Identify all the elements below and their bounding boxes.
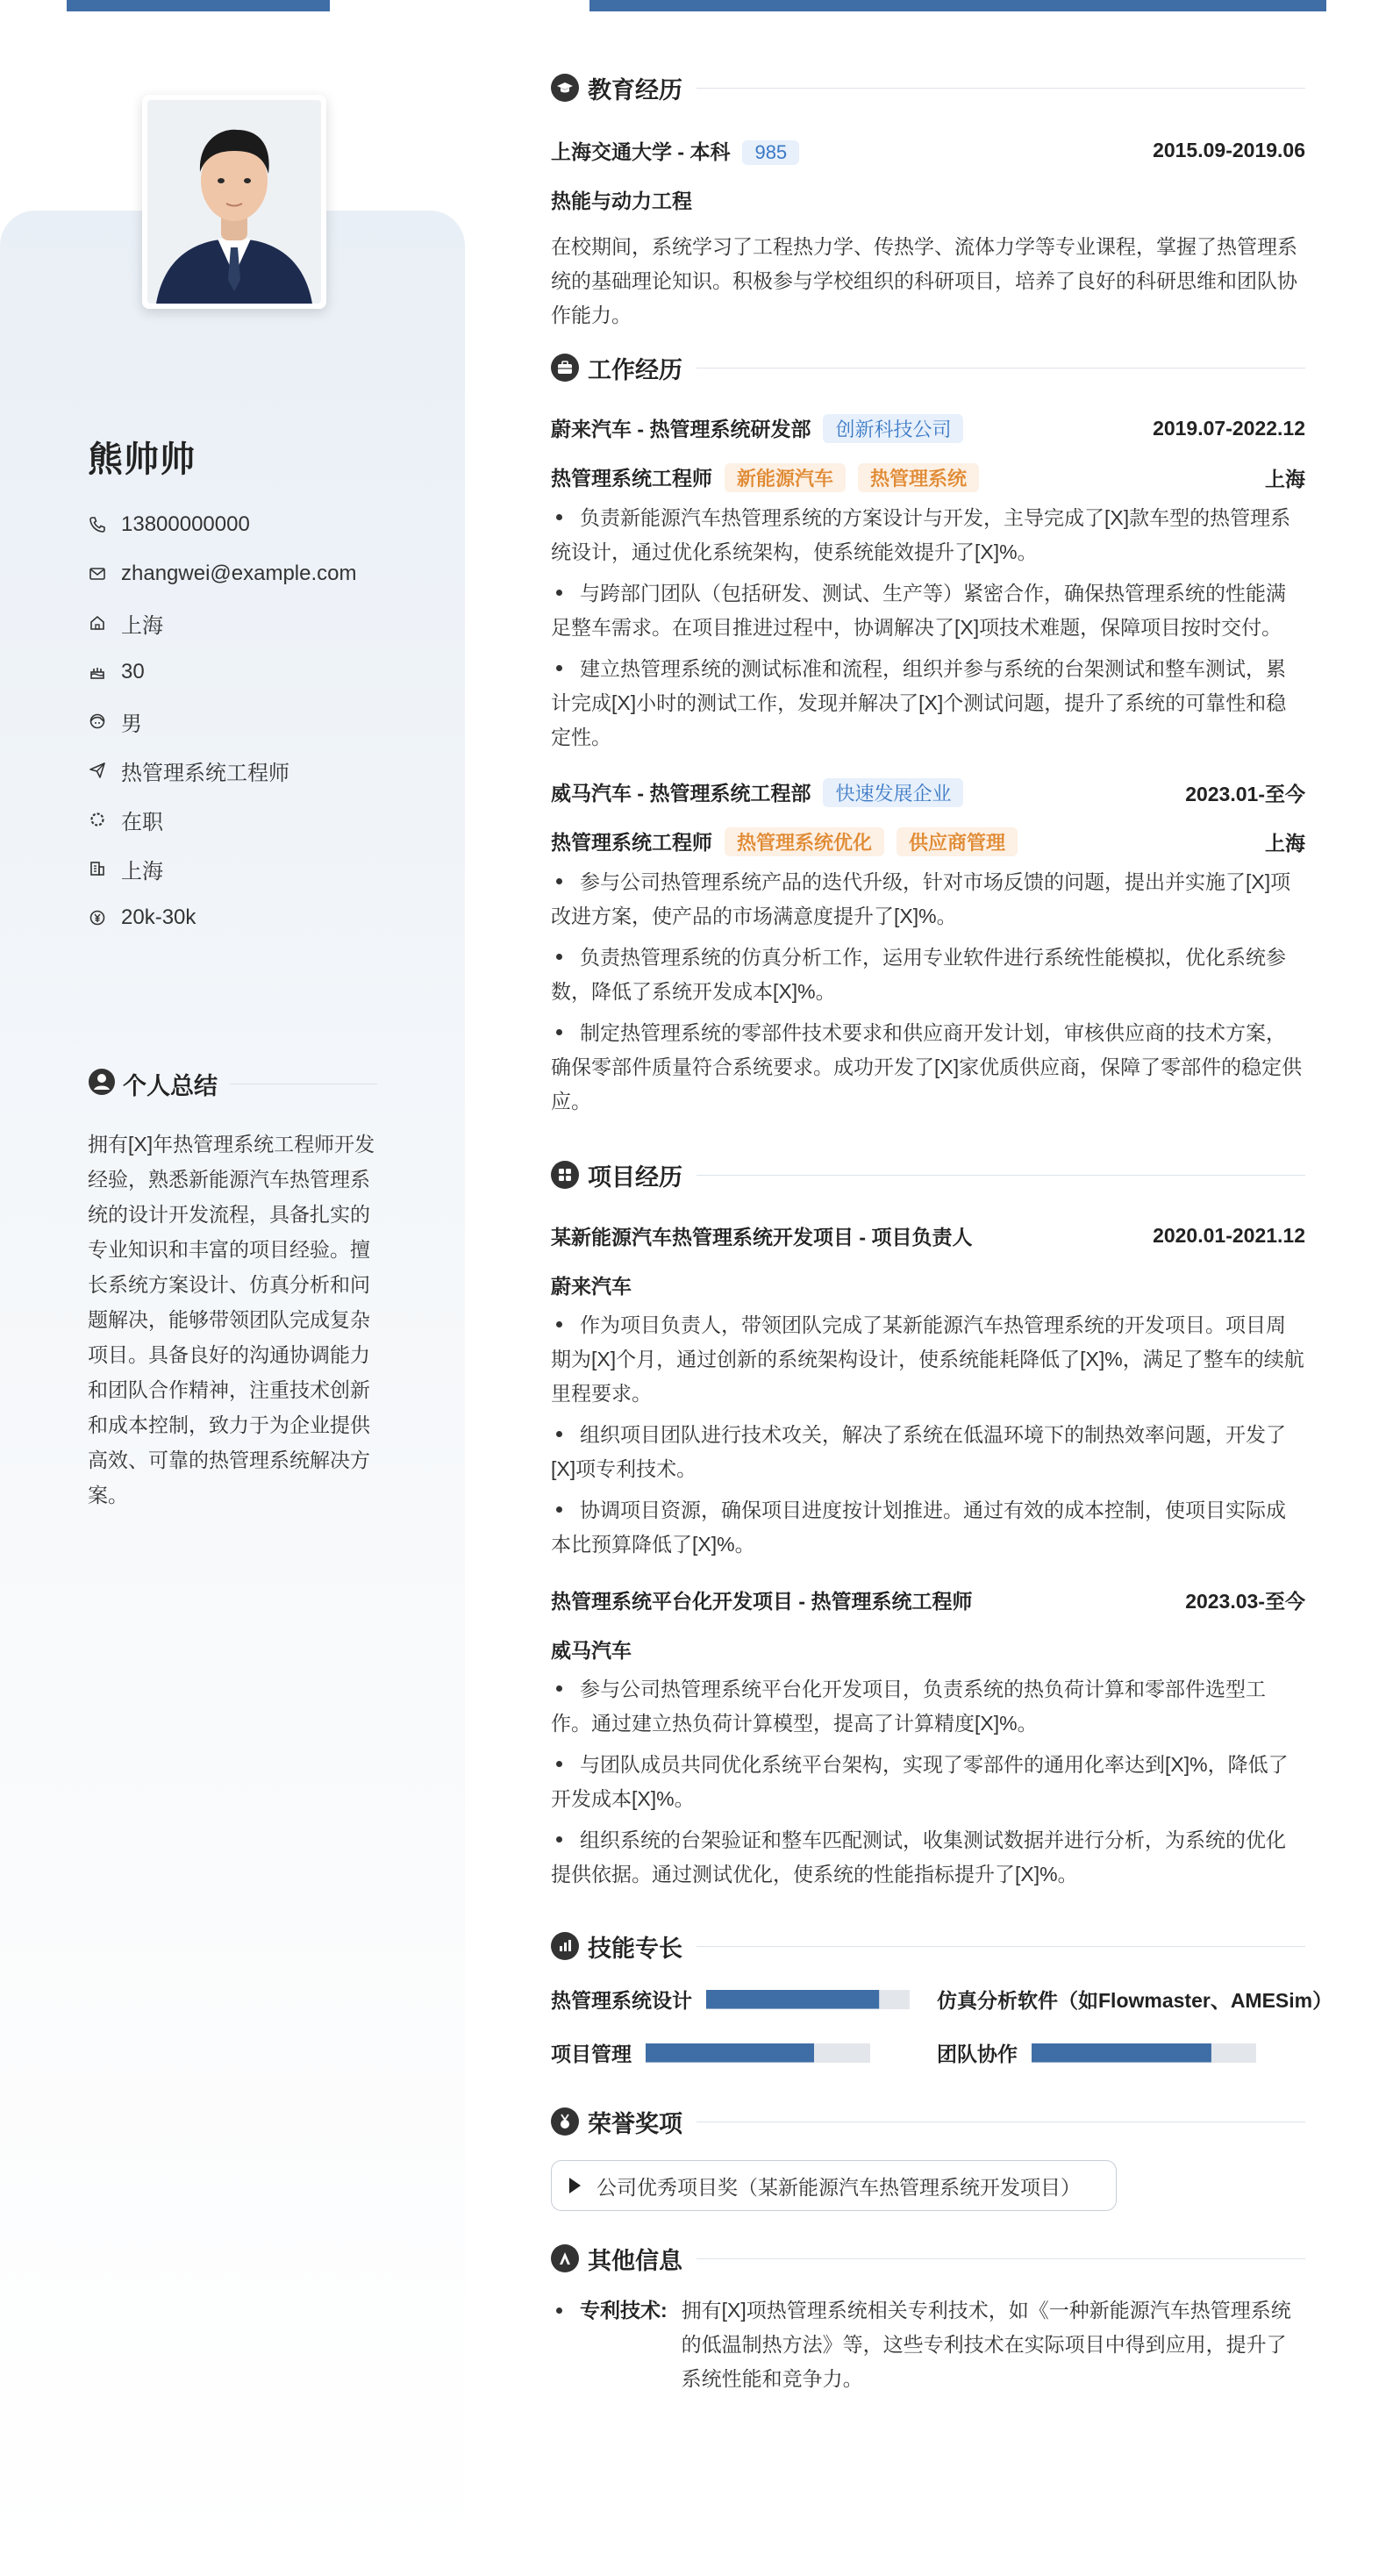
job-city: 上海 — [1265, 831, 1305, 855]
major-name: 热能与动力工程 — [551, 189, 692, 212]
other-key: 专利技术: — [580, 2299, 668, 2322]
summary-title: 个人总结 — [123, 1073, 218, 1099]
divider — [696, 1175, 1305, 1176]
project-date: 2023.03-至今 — [1185, 1589, 1305, 1613]
job-company-row — [551, 411, 1305, 445]
project-company-row — [551, 1268, 1305, 1301]
age-value: 30 — [121, 660, 145, 683]
gender-icon — [88, 712, 107, 731]
job-company: 蔚来汽车 - 热管理系统研发部 — [551, 418, 811, 440]
info-salary — [88, 893, 357, 942]
list-item: 制定热管理系统的零部件技术要求和供应商开发计划，审核供应商的技术方案，确保零部件质量符合系统要求。成功开发了[X]家优质供应商，保障了零部件的稳定供应。 — [551, 1021, 1303, 1113]
list-item: 负责新能源汽车热管理系统的方案设计与开发，主导完成了[X]款车型的热管理系统设计，通过优化系统架构，使系统能效提升了[X]%。 — [551, 506, 1291, 563]
top-accent-bar-right — [589, 0, 1326, 11]
skill-name: 团队协作 — [937, 2043, 1018, 2065]
project-company: 威马汽车 — [551, 1638, 632, 1662]
grid-icon — [551, 1161, 579, 1189]
job-tag: 供应商管理 — [897, 827, 1018, 856]
awards-section — [551, 2102, 1305, 2211]
list-item: 参与公司热管理系统平台化开发项目，负责系统的热负荷计算和零部件选型工作。通过建立热负荷计算模型，提高了计算精度[X]%。 — [551, 1678, 1266, 1735]
job-item — [551, 411, 1305, 755]
job-tag: 热管理系统优化 — [725, 827, 884, 856]
project-name-row — [551, 1219, 1305, 1252]
projects-section — [551, 1156, 1305, 1892]
award-item[interactable] — [551, 2160, 1117, 2211]
project-bullets — [551, 1308, 1305, 1562]
education-desc: 在校期间，系统学习了工程热力学、传热学、流体力学等专业课程，掌握了热管理系统的基础理论知识。积极参与学校组织的科研项目，培养了良好的科研思维和团队协作能力。 — [551, 235, 1297, 326]
skills-title: 技能专长 — [588, 1935, 682, 1962]
cake-icon — [88, 662, 107, 682]
skill-bar-fill — [646, 2043, 814, 2063]
skill-bar-fill — [1032, 2043, 1211, 2063]
skill-bar — [646, 2043, 870, 2063]
email-value: zhangwei@example.com — [121, 562, 357, 585]
skill-item — [551, 1985, 937, 2014]
skill-bar — [1032, 2043, 1256, 2063]
project-date: 2020.01-2021.12 — [1153, 1223, 1305, 1247]
info-gender — [88, 697, 357, 746]
skill-item — [937, 2038, 1305, 2067]
work-heading — [551, 348, 1305, 387]
skill-item — [937, 1985, 1333, 2014]
play-icon — [569, 2178, 581, 2193]
job-tag: 热管理系统 — [858, 463, 979, 492]
education-row — [551, 133, 1305, 167]
job-bullets — [551, 501, 1305, 755]
chart-icon — [551, 1932, 579, 1960]
list-item: 协调项目资源，确保项目进度按计划推进。通过有效的成本控制，使项目实际成本比预算降低了[X]%。 — [551, 1499, 1286, 1556]
other-heading — [551, 2239, 1305, 2278]
other-title: 其他信息 — [588, 2247, 682, 2274]
skills-section — [551, 1927, 1333, 2067]
divider — [696, 2258, 1305, 2259]
project-name: 热管理系统平台化开发项目 - 热管理系统工程师 — [551, 1589, 973, 1613]
education-section — [551, 68, 1305, 333]
project-company-row — [551, 1632, 1305, 1665]
job-company-row — [551, 776, 1305, 809]
skill-name: 仿真分析软件（如Flowmaster、AMESim） — [937, 1989, 1333, 2012]
skill-item — [551, 2038, 937, 2067]
home-icon — [88, 613, 107, 633]
project-name-row — [551, 1583, 1305, 1616]
list-item: 负责热管理系统的仿真分析工作，运用专业软件进行系统性能模拟，优化系统参数，降低了系统开发成本[X]%。 — [551, 946, 1286, 1003]
summary-heading — [88, 1067, 377, 1101]
projects-heading — [551, 1156, 1305, 1194]
project-item — [551, 1219, 1305, 1562]
education-title: 教育经历 — [588, 76, 682, 104]
position-value: 热管理系统工程师 — [121, 761, 289, 785]
projects-title: 项目经历 — [588, 1163, 682, 1191]
user-icon — [88, 1068, 116, 1100]
list-item: 与跨部门团队（包括研发、测试、生产等）紧密合作，确保热管理系统的性能满足整车需求。在项目推进过程中，协调解决了[X]项技术难题，保障项目按时交付。 — [551, 582, 1286, 639]
info-icon — [551, 2244, 579, 2272]
skill-bar — [706, 1990, 910, 2009]
divider — [696, 88, 1305, 89]
graduation-cap-icon — [551, 74, 579, 102]
education-date: 2015.09-2019.06 — [1153, 138, 1305, 161]
status-value: 在职 — [121, 810, 163, 834]
info-email — [88, 549, 357, 598]
candidate-name: 熊帅帅 — [88, 440, 196, 479]
award-text: 公司优秀项目奖（某新能源汽车热管理系统开发项目） — [596, 2175, 1081, 2199]
job-date: 2019.07-2022.12 — [1153, 416, 1305, 440]
briefcase-icon — [551, 354, 579, 382]
project-item — [551, 1583, 1305, 1892]
awards-heading — [551, 2102, 1305, 2141]
job-company: 威马汽车 - 热管理系统工程部 — [551, 782, 811, 805]
medal-icon — [551, 2107, 579, 2136]
divider — [696, 1946, 1305, 1947]
job-item — [551, 776, 1305, 1119]
company-tag: 快速发展企业 — [823, 778, 963, 807]
list-item: 作为项目负责人，带领团队完成了某新能源汽车热管理系统的开发项目。项目周期为[X]个月，通过创新的系统架构设计，使系统能耗降低了[X]%，满足了整车的续航里程要求。 — [551, 1313, 1304, 1405]
money-icon — [88, 908, 107, 927]
company-tag: 创新科技公司 — [823, 414, 963, 443]
info-status — [88, 795, 357, 844]
other-item — [551, 2293, 1305, 2396]
job-role: 热管理系统工程师 — [551, 467, 712, 490]
phone-icon — [88, 515, 107, 534]
job-tag: 新能源汽车 — [725, 463, 846, 492]
info-position — [88, 746, 357, 795]
major-row — [551, 182, 1305, 216]
list-item: 参与公司热管理系统产品的迭代升级，针对市场反馈的问题，提出并实施了[X]项改进方案，使产品的市场满意度提升了[X]%。 — [551, 870, 1291, 927]
contact-info — [88, 500, 357, 942]
info-location — [88, 598, 357, 648]
info-city — [88, 844, 357, 893]
skills-heading — [551, 1927, 1305, 1965]
summary-text: 拥有[X]年热管理系统工程师开发经验，熟悉新能源汽车热管理系统的设计开发流程，具备扎实的专业知识和丰富的项目经验。擅长系统方案设计、仿真分析和问题解决，能够带领团队完成复杂项目。具备良好的沟通协调能力和团队合作精神，注重技术创新和成本控制，致力于为企业提供高效、可靠的热管理系统解决方案。 — [88, 1133, 375, 1506]
list-item: 与团队成员共同优化系统平台架构，实现了零部件的通用化率达到[X]%，降低了开发成本[X]%。 — [551, 1753, 1289, 1810]
project-bullets — [551, 1672, 1305, 1892]
project-company: 蔚来汽车 — [551, 1274, 632, 1298]
status-icon — [88, 810, 107, 829]
info-phone — [88, 500, 357, 549]
job-city: 上海 — [1265, 467, 1305, 490]
skill-name: 项目管理 — [551, 2043, 632, 2065]
phone-value: 13800000000 — [121, 512, 250, 536]
job-role-row — [551, 461, 1305, 494]
job-role-row — [551, 825, 1305, 858]
divider — [696, 368, 1305, 369]
skills-grid — [551, 1985, 1333, 2067]
list-item: 组织系统的台架验证和整车匹配测试，收集测试数据并进行分析，为系统的优化提供依据。通过测试优化，使系统的性能指标提升了[X]%。 — [551, 1828, 1286, 1885]
school-tag: 985 — [742, 140, 799, 165]
list-item: 组织项目团队进行技术攻关，解决了系统在低温环境下的制热效率问题，开发了[X]项专利技术。 — [551, 1423, 1286, 1480]
mail-icon — [88, 564, 107, 583]
info-age — [88, 648, 357, 697]
skill-name: 热管理系统设计 — [551, 1989, 692, 2012]
location-value: 上海 — [121, 613, 163, 638]
list-item: 建立热管理系统的测试标准和流程，组织并参与系统的台架测试和整车测试，累计完成[X]小时的测试工作，发现并解决了[X]个测试问题，提升了系统的可靠性和稳定性。 — [551, 657, 1287, 748]
job-role: 热管理系统工程师 — [551, 831, 712, 854]
city-value: 上海 — [121, 859, 163, 884]
school-name: 上海交通大学 - 本科 — [551, 140, 731, 163]
awards-title: 荣誉奖项 — [588, 2110, 682, 2137]
education-heading — [551, 68, 1305, 107]
gender-value: 男 — [121, 712, 142, 736]
main-content — [551, 68, 1333, 2396]
building-icon — [88, 859, 107, 878]
other-section — [551, 2239, 1305, 2396]
project-name: 某新能源汽车热管理系统开发项目 - 项目负责人 — [551, 1225, 973, 1249]
send-icon — [88, 761, 107, 780]
work-section — [551, 348, 1305, 1119]
job-date: 2023.01-至今 — [1185, 782, 1305, 805]
top-accent-bar-left — [67, 0, 330, 11]
salary-value: 20k-30k — [121, 905, 196, 929]
job-bullets — [551, 865, 1305, 1119]
other-value: 拥有[X]项热管理系统相关专利技术，如《一种新能源汽车热管理系统的低温制热方法》等，这些专利技术在实际项目中得到应用，提升了系统性能和竞争力。 — [681, 2299, 1291, 2390]
skill-bar-fill — [706, 1990, 879, 2009]
work-title: 工作经历 — [588, 356, 682, 383]
avatar — [142, 95, 326, 309]
portrait-image — [147, 100, 321, 304]
